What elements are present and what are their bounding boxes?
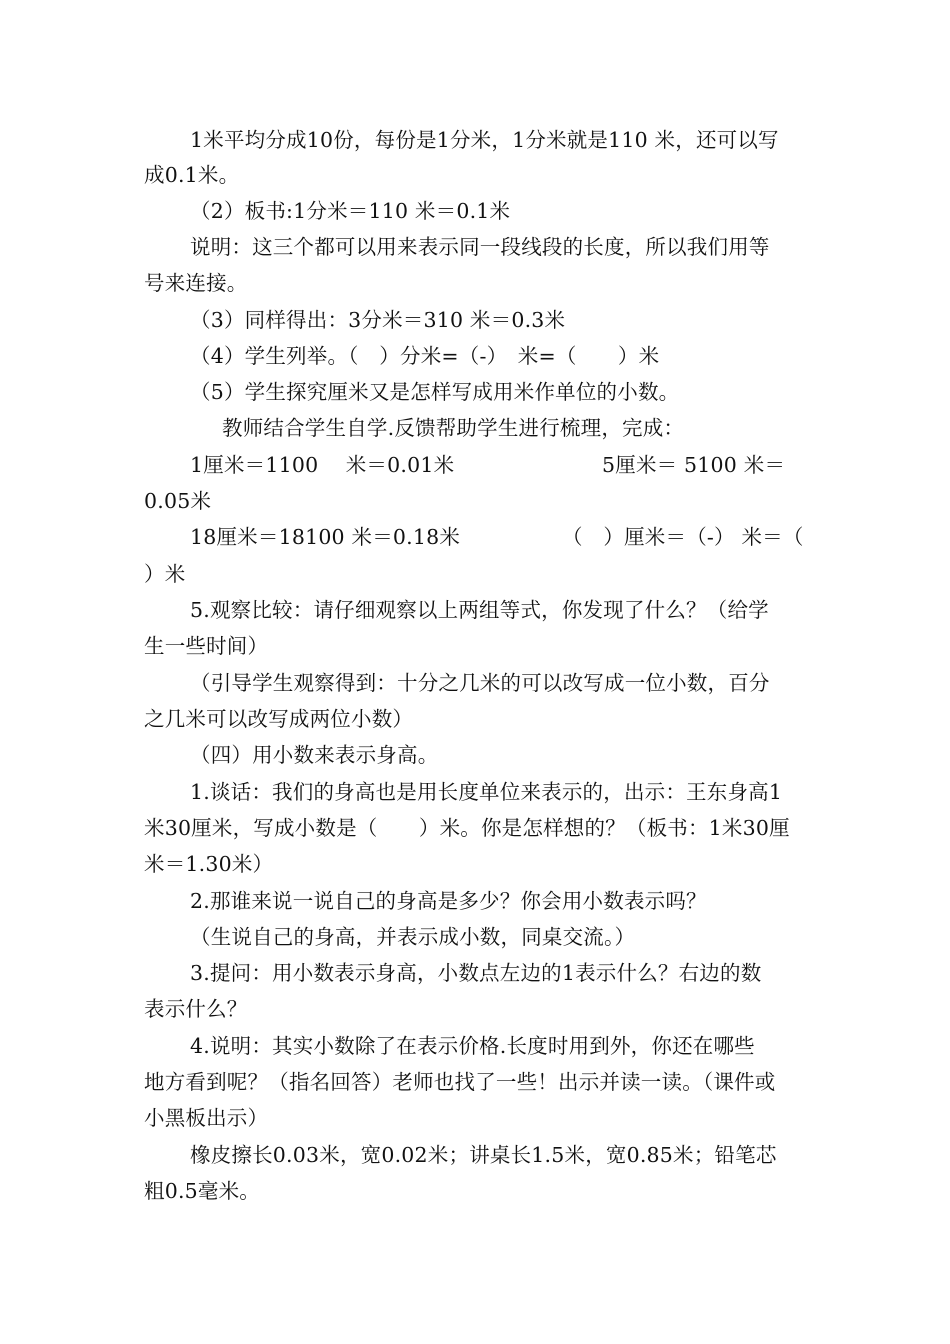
text-line: （5）学生探究厘米又是怎样写成用米作单位的小数。 [190, 380, 680, 404]
text-line: （3）同样得出：3分米＝310 米＝0.3米 [190, 308, 566, 332]
text-line: 米＝1.30米） [144, 852, 274, 876]
text-line: 号来连接。 [144, 271, 248, 295]
text-line: 生一些时间） [144, 634, 269, 658]
text-line: 粗0.5毫米。 [144, 1179, 261, 1203]
text-line: 3.提问：用小数表示身高，小数点左边的1表示什么？右边的数 [190, 961, 762, 985]
text-line: 0.05米 [144, 489, 212, 513]
text-line: 小黑板出示） [144, 1106, 269, 1130]
text-line: （ ）厘米＝（-） 米＝（ [562, 525, 804, 549]
text-line: 2.那谁来说一说自己的身高是多少？你会用小数表示吗？ [190, 889, 707, 913]
text-line: 地方看到呢？（指名回答）老师也找了一些！出示并读一读。（课件或 [144, 1070, 776, 1094]
text-line: 18厘米＝18100 米＝0.18米 [190, 525, 461, 549]
text-line: 成0.1米。 [144, 163, 240, 187]
text-line: （4）学生列举。（ ）分米=（-） 米=（ ）米 [190, 344, 660, 368]
text-line: 教师结合学生自学.反馈帮助学生进行梳理，完成： [222, 416, 685, 440]
text-line: 1.谈话：我们的身高也是用长度单位来表示的，出示：王东身高1 [190, 780, 783, 804]
text-line: （引导学生观察得到：十分之几米的可以改写成一位小数，百分 [190, 671, 770, 695]
text-line: ）米 [144, 562, 186, 586]
text-line: （生说自己的身高，并表示成小数，同桌交流。） [190, 925, 636, 949]
text-line: （四）用小数来表示身高。 [190, 743, 439, 767]
text-line: 橡皮擦长0.03米，宽0.02米；讲桌长1.5米，宽0.85米；铅笔芯 [190, 1143, 777, 1167]
text-line: 说明：这三个都可以用来表示同一段线段的长度，所以我们用等 [190, 235, 770, 259]
text-line: 之几米可以改写成两位小数） [144, 707, 414, 731]
text-line: 表示什么？ [144, 997, 248, 1021]
text-line: 5厘米＝ 5100 米＝ [602, 453, 786, 477]
text-line: （2）板书:1分米＝110 米＝0.1米 [190, 199, 511, 223]
text-line: 5.观察比较：请仔细观察以上两组等式，你发现了什么？（给学 [190, 598, 769, 622]
text-line: 米30厘米，写成小数是（ ）米。你是怎样想的？（板书：1米30厘 [144, 816, 790, 840]
text-line: 4.说明：其实小数除了在表示价格.长度时用到外，你还在哪些 [190, 1034, 755, 1058]
text-line: 1厘米＝1100 米＝0.01米 [190, 453, 455, 477]
text-line: 1米平均分成10份，每份是1分米，1分米就是110 米，还可以写 [190, 128, 779, 152]
